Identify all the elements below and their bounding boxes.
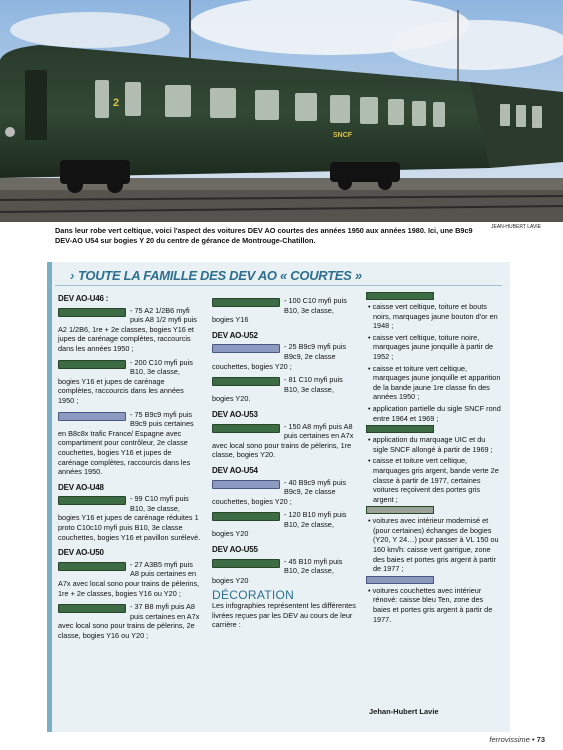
entry-text: - 120 B10 myfi puis B10, 2e classe, bogies Y20 (212, 510, 347, 539)
coach-illustration (58, 412, 126, 421)
entry-text: - 100 C10 myfi puis B10, 3e classe, bogies Y16 (212, 296, 347, 325)
train-photo (0, 0, 563, 222)
list-item (212, 375, 357, 404)
livery-item: • caisse vert celtique, toiture noire, marquages jaune jonquille à partir de 1952 ; (368, 332, 494, 361)
section-header: DEV AO-U54 (212, 465, 258, 475)
decoration-text: Les infographies représentent les différentes livrées reçues par les DEV au cours de leur carrière : (212, 601, 356, 630)
coach-illustration (212, 298, 280, 307)
list-item (58, 410, 201, 477)
coach-illustration (366, 425, 434, 433)
list-item (58, 560, 201, 598)
column-3 (366, 290, 501, 626)
coach-illustration (366, 576, 434, 584)
entry-text: - 37 B8 myfi puis A8 puis certaines en A7x avec local sono pour trains de pèlerins, 2e classe, bogies Y16 ou Y20 ; (58, 602, 200, 640)
coach-illustration (212, 377, 280, 386)
list-item (212, 557, 357, 586)
title-rule (55, 285, 502, 286)
section-header: DEV AO-U53 (212, 409, 258, 419)
entry-text: - 99 C10 myfi puis B10, 3e classe, bogies Y16 et jupes de carénage réduites 1 proto C10c10 myfi puis B10, 3e classe couchettes, bogies Y16 et pavillon surélevé. (58, 494, 201, 542)
section-header: DEV AO-U46 : (58, 294, 109, 303)
coach-illustration (58, 360, 126, 369)
coach-illustration (212, 344, 280, 353)
coach-illustration (366, 506, 434, 514)
author-signature: Jehan-Hubert Lavie (369, 707, 439, 716)
entry-text: - 40 B9c9 myfi puis B9c9, 2e classe couchettes, bogies Y20 ; (212, 477, 347, 506)
section-header: DEV AO-U50 (58, 548, 104, 558)
list-item (58, 494, 201, 542)
page-number: • 73 (531, 735, 545, 744)
livery-item: • caisse vert celtique, toiture et bouts noirs, marquages jaune bouton d'or en 1948 ; (368, 302, 498, 331)
list-item (58, 306, 201, 354)
entry-text: - 25 B9c9 myfi puis B9c9, 2e classe couchettes, bogies Y20 ; (212, 342, 347, 371)
entry-text: - 150 A8 myfi puis A8 puis certaines en A7x avec local sono pour trains de pèlerins, 1re classe, bogies Y20. (212, 421, 354, 460)
magazine-name: ferrovissime (489, 735, 530, 744)
livery-item: • voitures couchettes avec intérieur rénové: caisse bleu Ten, zone des baies et portes gris argent à partir de 1977. (368, 585, 493, 624)
coach-illustration (366, 292, 434, 300)
section-header: DEV AO-U48 (58, 482, 104, 492)
entry-text: - 45 B10 myfi puis B10, 2e classe, bogies Y20 (212, 556, 343, 585)
coach-illustration (58, 496, 126, 505)
coach-illustration (212, 480, 280, 489)
entry-text: - 75 B9c9 myfi puis B9c9 puis certaines en B8c8x trafic France/ Espagne avec compartiment pour contrôleur, 2e classe couchettes, bogies Y16 et jupes de carénage complètes, raccourcis dans les années 1950. (58, 409, 194, 477)
photo-credit: JEAN-HUBERT LAVIE (490, 224, 541, 230)
coach-illustration (58, 604, 126, 613)
list-item (212, 296, 357, 325)
livery-item: • caisse et toiture vert celtique, marquages jaune jonquille et apparition de la bande jaune 1re classe fin des années 1950 ; (368, 363, 501, 402)
list-item (58, 602, 201, 640)
page-footer (489, 735, 545, 744)
coach-class-mark: 2 (113, 97, 120, 109)
decoration-heading: DÉCORATION (212, 588, 295, 603)
livery-item: • application du marquage UIC et du sigle SNCF allongé à partir de 1969 ; (368, 435, 493, 454)
coach-illustration (212, 424, 280, 433)
livery-item: • voitures avec intérieur modernisé et (pour certaines) échanges de bogies (Y20, Y 24…) pour passer à VL 150 ou 160 km/h: caisse vert garrigue, zone des baies et portes gris argent à partir de 1977 ; (368, 516, 499, 574)
column-1 (58, 288, 201, 645)
entry-text: - 75 A2 1/2B6 myfi puis A8 1/2 myfi puis A2 1/2B6, 1re + 2e classes, bogies Y16 et jupes de carénage complètes, raccourcis dans les années 1950 ; (58, 305, 197, 353)
column-2 (212, 296, 357, 630)
list-item (58, 358, 201, 406)
entry-text: - 200 C10 myfi puis B10, 3e classe, bogies Y16 et jupes de carénage complètes, raccourcis dans les années 1950 ; (58, 357, 193, 405)
box-title (70, 268, 362, 283)
box-title-text: TOUTE LA FAMILLE DES DEV AO « COURTES » (78, 268, 362, 283)
list-item (212, 510, 357, 539)
coach-illustration (212, 512, 280, 521)
list-item (212, 478, 357, 507)
coach-sncf-mark: SNCF (333, 132, 353, 139)
livery-item: • application partielle du sigle SNCF rond entre 1964 et 1969 ; (368, 403, 501, 423)
list-item (212, 422, 357, 460)
entry-text: - 81 C10 myfi puis B10, 3e classe, bogies Y20. (212, 375, 343, 404)
livery-item: • caisse et toiture vert celtique, marquages gris argent, bande verte 2e classe à partir de 1977, certaines voitures reçoivent des portes gris argent ; (368, 456, 499, 504)
coach-illustration (212, 559, 280, 568)
section-header: DEV AO-U52 (212, 330, 258, 340)
section-header: DEV AO-U55 (212, 545, 258, 555)
entry-text: - 27 A3B5 myfi puis A8 puis certaines en A7x avec local sono pour trains de pèlerins, 1re + 2e classes, bogies Y16 ou Y20 ; (58, 559, 200, 598)
coach-illustration (58, 308, 126, 317)
photo-caption: Dans leur robe vert celtique, voici l'aspect des voitures DEV AO courtes des années 1950 aux années 1980. Ici, une B9c9 DEV-AO U54 sur bogies Y 20 du centre de gérance de Montrouge-Chatillon. (55, 226, 473, 245)
chevron-icon: › (70, 268, 75, 283)
list-item (212, 342, 357, 371)
coach-illustration (58, 562, 126, 571)
